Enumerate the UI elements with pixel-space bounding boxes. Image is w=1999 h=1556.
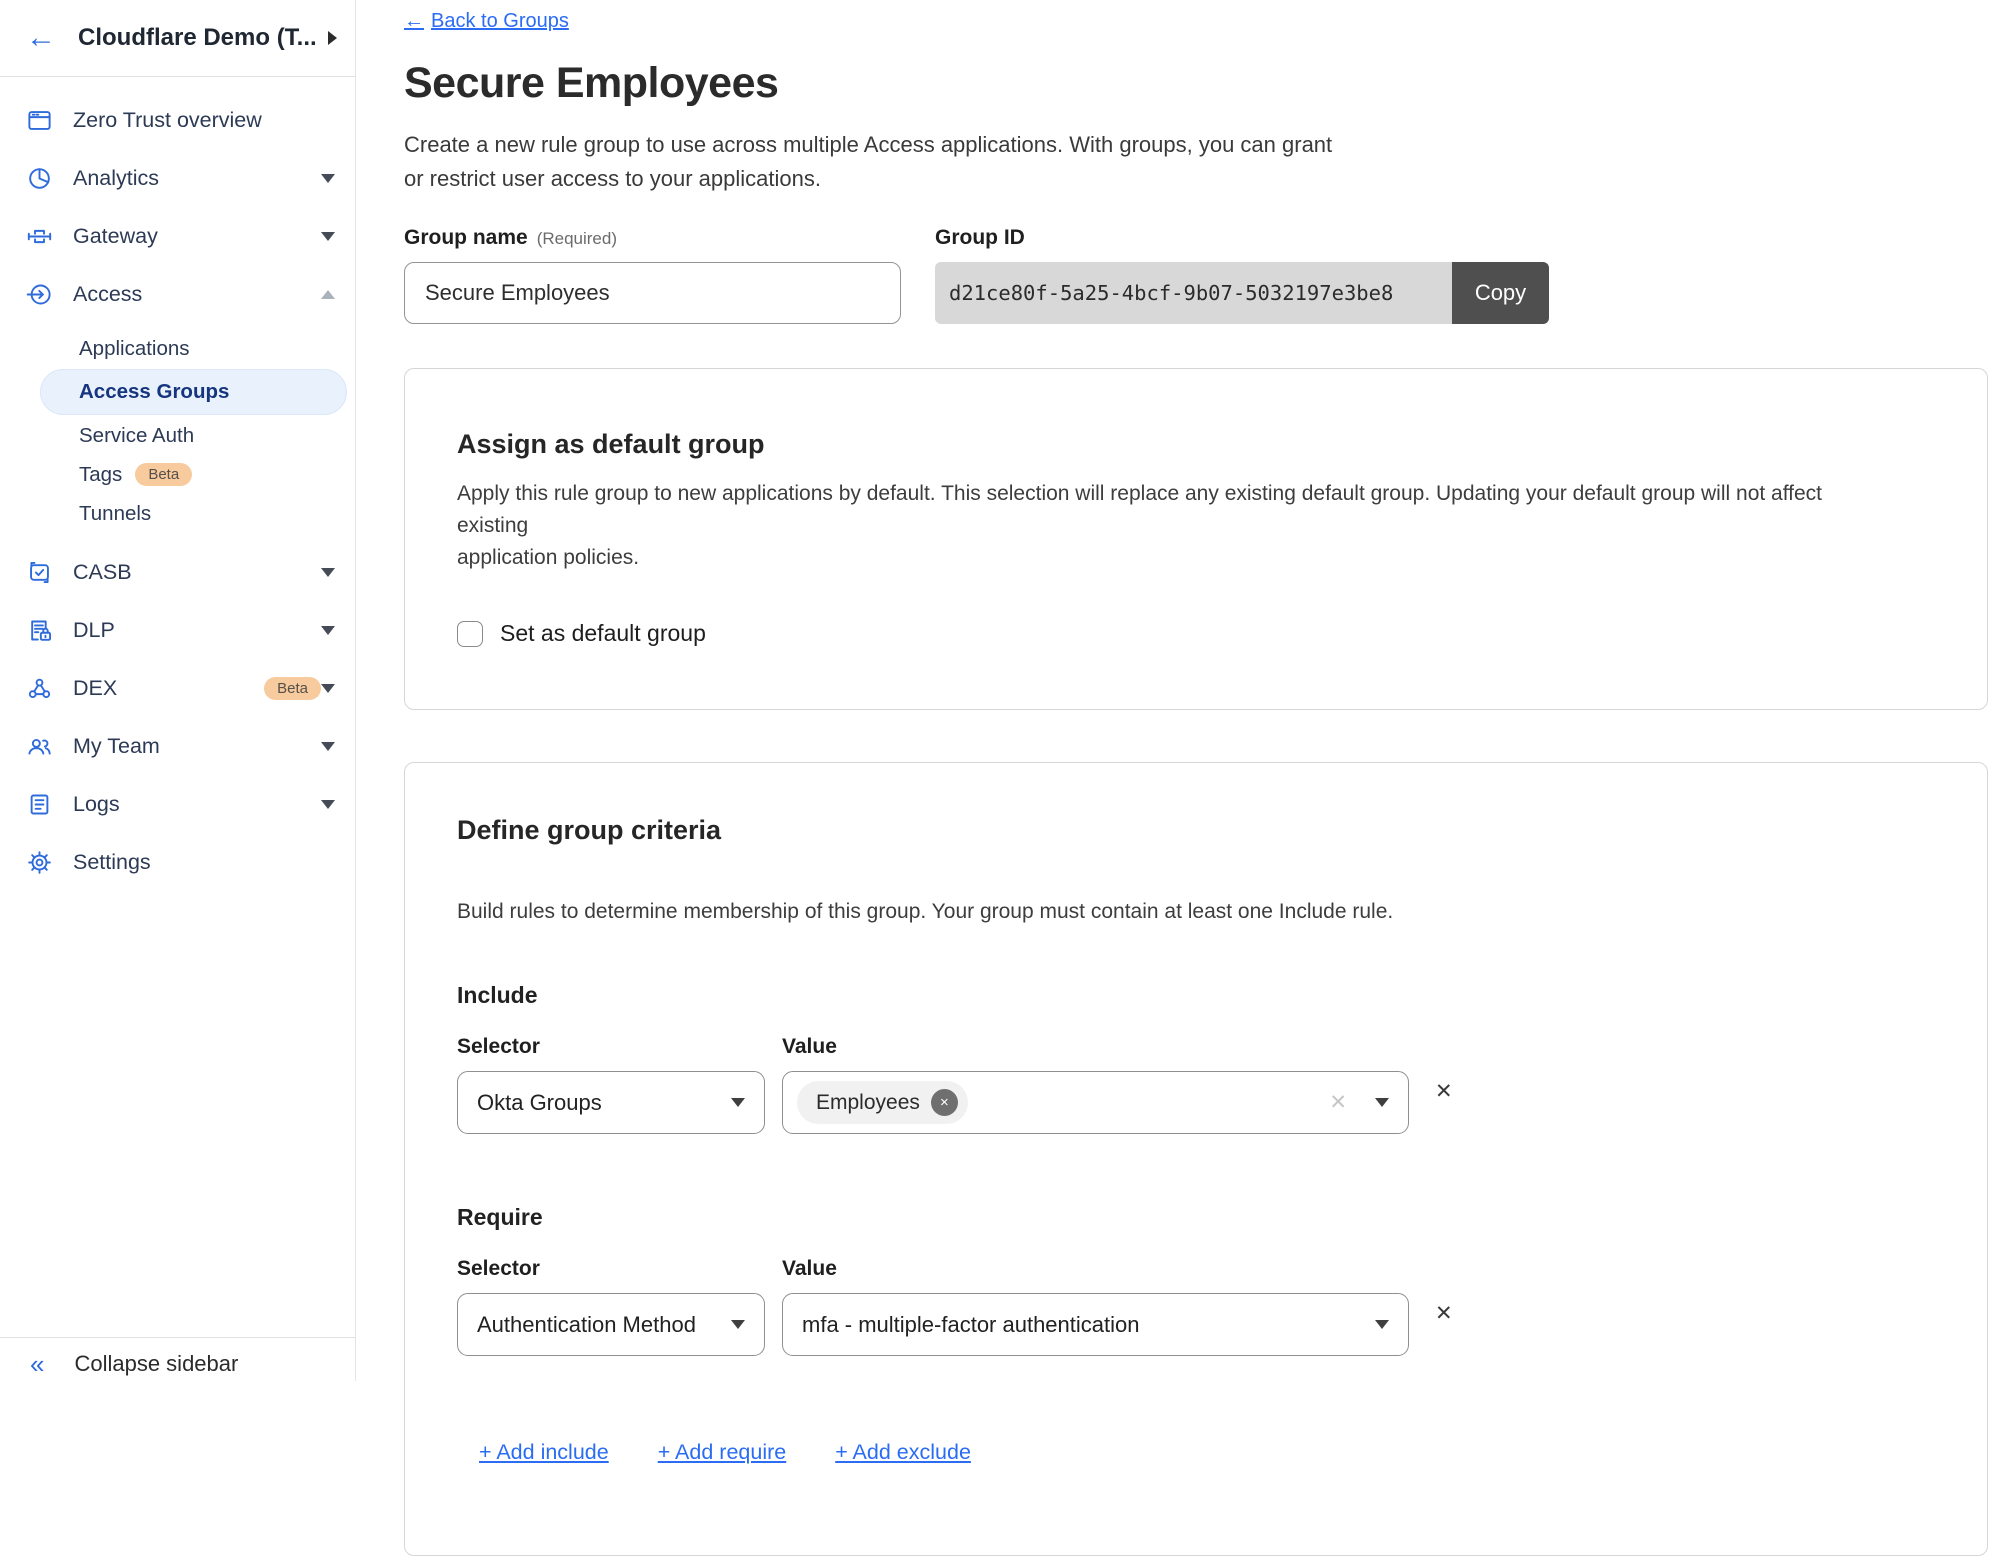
set-default-group-checkbox[interactable] bbox=[457, 621, 483, 647]
account-name[interactable]: Cloudflare Demo (T... bbox=[78, 24, 317, 51]
collapse-sidebar-button[interactable] bbox=[0, 1337, 355, 1381]
set-default-group-row bbox=[457, 620, 1867, 647]
include-labels-row bbox=[457, 1035, 1935, 1059]
chevron-down-icon bbox=[321, 626, 335, 635]
collapse-sidebar-label: Collapse sidebar bbox=[74, 1351, 239, 1376]
copy-button[interactable]: Copy bbox=[1452, 262, 1549, 324]
require-selector-dropdown[interactable] bbox=[457, 1293, 765, 1356]
group-id-label: Group ID bbox=[935, 226, 1025, 249]
chevron-down-icon bbox=[731, 1320, 745, 1329]
sidebar-item-dex[interactable]: DEX Beta bbox=[0, 659, 355, 717]
sidebar-item-logs[interactable]: Logs bbox=[0, 775, 355, 833]
sidebar-item-dlp[interactable]: DLP bbox=[0, 601, 355, 659]
include-selector-value: Okta Groups bbox=[477, 1089, 602, 1115]
sidebar-item-tunnels[interactable]: Tunnels bbox=[79, 501, 152, 525]
chevron-down-icon bbox=[321, 568, 335, 577]
page-description: Create a new rule group to use across multiple Access applications. With groups, you can grant or restrict user access to your applications. bbox=[404, 132, 1333, 191]
sidebar-item-analytics[interactable]: Analytics bbox=[0, 149, 355, 207]
chevron-down-icon bbox=[321, 174, 335, 183]
default-group-card-description: Apply this rule group to new applications by default. This selection will replace any existing default group. Updating your default group will not affect existing application policies. bbox=[457, 482, 1823, 569]
include-selector-dropdown[interactable] bbox=[457, 1071, 765, 1134]
pie-chart-icon bbox=[26, 165, 53, 192]
set-default-group-label: Set as default group bbox=[500, 620, 706, 646]
add-include-link[interactable]: + Add include bbox=[479, 1440, 609, 1464]
include-heading: Include bbox=[457, 982, 538, 1008]
require-value-label: Value bbox=[782, 1257, 837, 1280]
beta-badge: Beta bbox=[135, 463, 192, 486]
logs-list-icon bbox=[26, 791, 53, 818]
chevron-down-icon bbox=[1375, 1320, 1389, 1329]
criteria-card-description: Build rules to determine membership of this group. Your group must contain at least one Include rule. bbox=[457, 900, 1394, 923]
value-chip bbox=[797, 1081, 968, 1124]
sidebar-item-access[interactable]: Access bbox=[0, 265, 355, 323]
network-nodes-icon bbox=[26, 675, 53, 702]
required-hint: (Required) bbox=[536, 229, 617, 248]
require-value: mfa - multiple-factor authentication bbox=[802, 1311, 1140, 1337]
back-to-groups-link[interactable] bbox=[404, 10, 569, 33]
access-subnav bbox=[0, 329, 355, 533]
sidebar-item-my-team[interactable]: My Team bbox=[0, 717, 355, 775]
chip-label: Employees bbox=[816, 1090, 920, 1114]
sidebar-item-access-groups[interactable]: Access Groups bbox=[40, 369, 347, 415]
require-selector-label: Selector bbox=[457, 1257, 540, 1280]
chevron-down-icon bbox=[321, 742, 335, 751]
criteria-card bbox=[404, 762, 1988, 1556]
sidebar-item-applications[interactable]: Applications bbox=[79, 336, 190, 360]
gear-icon bbox=[26, 849, 53, 876]
back-link-label: Back to Groups bbox=[431, 10, 569, 32]
include-rule-row bbox=[457, 1071, 1935, 1134]
require-rule-row bbox=[457, 1293, 1935, 1356]
sidebar-nav bbox=[0, 77, 355, 891]
require-selector-value: Authentication Method bbox=[477, 1311, 696, 1337]
chevron-down-icon bbox=[321, 684, 335, 693]
add-require-link[interactable]: + Add require bbox=[657, 1440, 787, 1464]
sidebar-header bbox=[0, 0, 355, 77]
clear-values-icon[interactable]: ✕ bbox=[1329, 1091, 1347, 1114]
add-exclude-link[interactable]: + Add exclude bbox=[835, 1440, 971, 1464]
sidebar-item-service-auth[interactable]: Service Auth bbox=[79, 423, 195, 447]
team-icon bbox=[26, 733, 53, 760]
sidebar-item-settings[interactable]: Settings bbox=[0, 833, 355, 891]
page-title: Secure Employees bbox=[404, 59, 779, 107]
beta-badge: Beta bbox=[264, 677, 321, 700]
sidebar-item-gateway[interactable]: Gateway bbox=[0, 207, 355, 265]
group-name-field-block bbox=[404, 226, 901, 324]
sidebar-item-tags[interactable]: Tags Beta bbox=[0, 455, 355, 494]
include-value-label: Value bbox=[782, 1035, 837, 1058]
require-value-dropdown[interactable] bbox=[782, 1293, 1409, 1356]
back-arrow-icon: ← bbox=[404, 10, 424, 32]
group-form-row bbox=[404, 226, 1987, 324]
casb-icon bbox=[26, 559, 53, 586]
chevron-right-icon[interactable] bbox=[328, 31, 337, 45]
double-chevron-left-icon: « bbox=[30, 1349, 45, 1379]
include-value-multiselect[interactable] bbox=[782, 1071, 1409, 1134]
require-heading: Require bbox=[457, 1204, 543, 1230]
require-labels-row bbox=[457, 1257, 1935, 1281]
group-id-block bbox=[935, 226, 1549, 324]
sidebar bbox=[0, 0, 356, 1381]
main-content bbox=[356, 0, 1999, 1464]
chevron-up-icon bbox=[321, 290, 335, 299]
chevron-down-icon bbox=[321, 800, 335, 809]
chevron-down-icon bbox=[1375, 1098, 1389, 1107]
chevron-down-icon bbox=[321, 232, 335, 241]
chevron-down-icon bbox=[731, 1098, 745, 1107]
default-group-card-title: Assign as default group bbox=[457, 429, 765, 459]
remove-require-rule-icon[interactable]: ✕ bbox=[1435, 1302, 1453, 1325]
back-arrow-icon[interactable]: ← bbox=[26, 21, 56, 54]
default-group-card bbox=[404, 368, 1988, 710]
criteria-card-title: Define group criteria bbox=[457, 815, 722, 845]
group-name-label: Group name bbox=[404, 226, 528, 249]
group-id-value: d21ce80f-5a25-4bcf-9b07-5032197e3be8 bbox=[935, 262, 1452, 324]
document-lock-icon bbox=[26, 617, 53, 644]
sidebar-item-zero-trust-overview[interactable]: Zero Trust overview bbox=[0, 91, 355, 149]
sidebar-item-casb[interactable]: CASB bbox=[0, 543, 355, 601]
rule-action-links bbox=[457, 1440, 1935, 1465]
gateway-icon bbox=[26, 223, 53, 250]
browser-window-icon bbox=[26, 107, 53, 134]
group-name-input[interactable] bbox=[404, 262, 901, 324]
remove-include-rule-icon[interactable]: ✕ bbox=[1435, 1080, 1453, 1103]
access-icon bbox=[26, 281, 53, 308]
include-selector-label: Selector bbox=[457, 1035, 540, 1058]
chip-remove-icon[interactable]: × bbox=[931, 1089, 958, 1116]
